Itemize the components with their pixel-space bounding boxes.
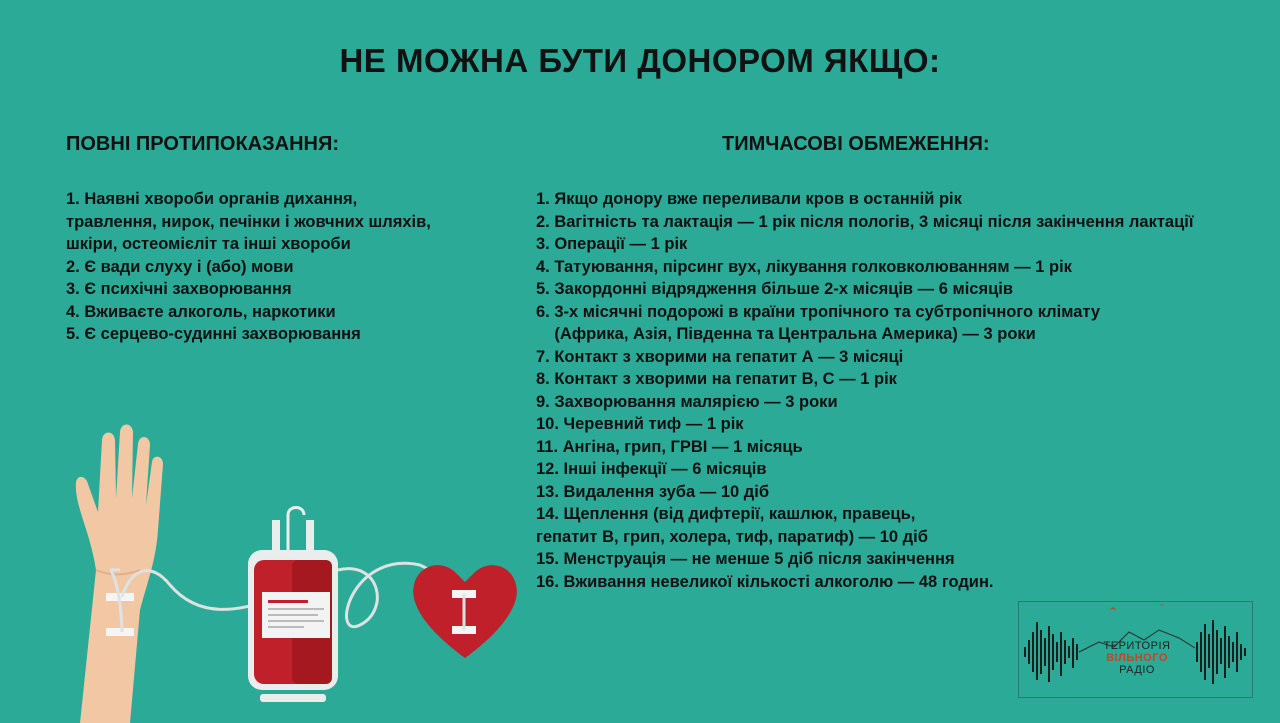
- logo-line-2: ВІЛЬНОГО: [1106, 652, 1168, 664]
- list-item: 8. Контакт з хворими на гепатит В, С — 1 рік: [536, 370, 897, 388]
- list-item: 15. Менструація — не менше 5 діб після закінчення: [536, 550, 955, 568]
- list-item: 11. Ангіна, грип, ГРВІ — 1 місяць: [536, 437, 803, 456]
- list-item: 2. Вагітність та лактація — 1 рік після пологів, 3 місяці після закінчення лактації: [536, 212, 1194, 231]
- list-item: 10. Черевний тиф — 1 рік: [536, 415, 744, 433]
- list-item: 5. Є серцево-судинні захворювання: [66, 325, 361, 343]
- list-item: 4. Вживаєте алкоголь, наркотики: [66, 302, 336, 321]
- temporary-restrictions-heading: ТИМЧАСОВІ ОБМЕЖЕННЯ:: [722, 133, 990, 155]
- logo-line-3: РАДІО: [1119, 664, 1155, 676]
- list-item: 4. Татуювання, пірсинг вух, лікування голковколюванням — 1 рік: [536, 257, 1072, 276]
- arm-icon: [76, 425, 163, 723]
- full-contraindications-heading: ПОВНІ ПРОТИПОКАЗАННЯ:: [66, 133, 340, 155]
- list-item: 7. Контакт з хворими на гепатит А — 3 місяці: [536, 347, 904, 366]
- list-item: 6. 3-х місячні подорожі в країни тропічного та субтропічного клімату (Африка, Азія, Південна та Центральна Америка) — 3 роки: [536, 302, 1101, 343]
- list-item: 9. Захворювання малярією — 3 роки: [536, 392, 838, 411]
- full-contraindications-list: [66, 188, 486, 346]
- blood-bag-icon: [248, 508, 338, 703]
- tape-icon: [106, 628, 134, 636]
- blood-donation-illustration: [60, 410, 530, 723]
- list-item: 1. Якщо донору вже переливали кров в останній рік: [536, 190, 962, 208]
- logo-text: [1097, 640, 1177, 676]
- page-title: НЕ МОЖНА БУТИ ДОНОРОМ ЯКЩО:: [339, 42, 941, 79]
- list-item: 3. Є психічні захворювання: [66, 280, 292, 298]
- list-item: 3. Операції — 1 рік: [536, 235, 688, 253]
- list-item: 14. Щеплення (від дифтерії, кашлюк, правець, гепатит В, грип, холера, тиф, паратиф) — 10 діб: [536, 505, 928, 546]
- logo-line-1: ТЕРИТОРІЯ: [1103, 640, 1171, 652]
- temporary-restrictions-list: [536, 188, 1266, 593]
- list-item: 5. Закордонні відрядження більше 2-х місяців — 6 місяців: [536, 280, 1013, 298]
- list-item: 12. Інші інфекції — 6 місяців: [536, 460, 767, 478]
- heart-icon: [413, 565, 517, 658]
- list-item: 1. Наявні хвороби органів дихання, травлення, нирок, печінки і жовчних шляхів, шкіри, остеомієліт та інші хвороби: [66, 190, 431, 253]
- radio-logo: [1018, 601, 1253, 698]
- list-item: 2. Є вади слуху і (або) мови: [66, 257, 294, 276]
- list-item: 13. Видалення зуба — 10 діб: [536, 482, 770, 501]
- list-item: 16. Вживання невеликої кількості алкоголю — 48 годин.: [536, 572, 994, 591]
